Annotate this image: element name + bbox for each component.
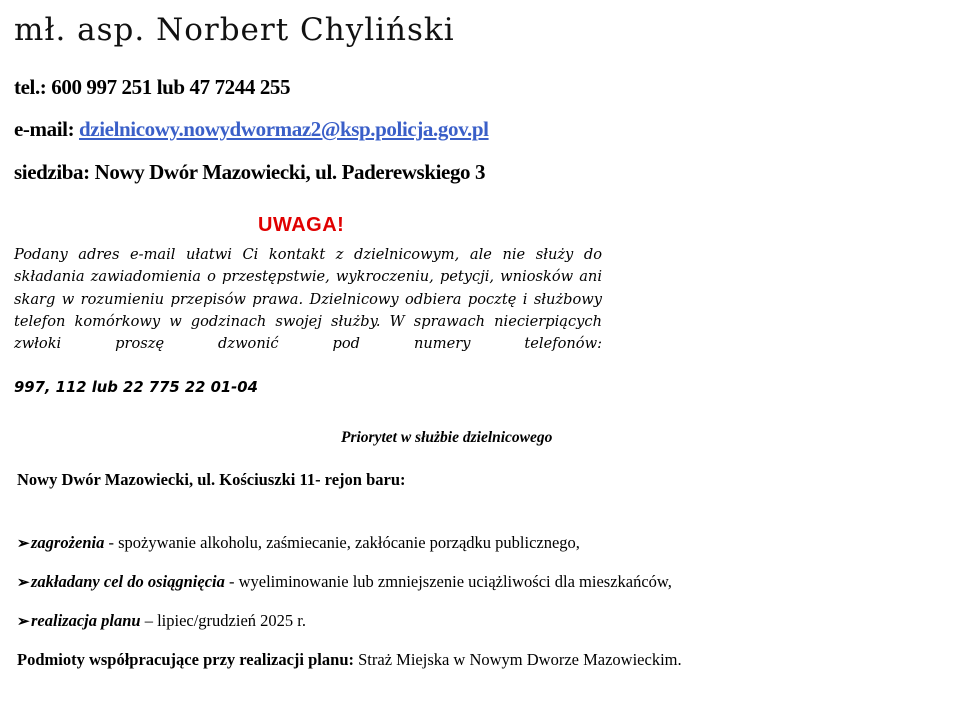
item-term: zakładany cel do osiągnięcia	[31, 572, 225, 591]
coop-value: Straż Miejska w Nowym Dworze Mazowieckim.	[354, 650, 682, 669]
email-line	[14, 117, 489, 142]
item-term: realizacja planu	[31, 611, 141, 630]
officer-name: mł. asp. Norbert Chyliński	[14, 12, 455, 48]
arrow-bullet-icon: ➢	[17, 614, 30, 630]
arrow-bullet-icon: ➢	[17, 575, 30, 591]
list-item	[17, 611, 306, 631]
item-term: zagrożenia	[31, 533, 105, 552]
coop-label: Podmioty współpracujące przy realizacji planu:	[17, 650, 354, 669]
address-line: siedziba: Nowy Dwór Mazowiecki, ul. Paderewskiego 3	[14, 160, 486, 184]
notice-title: UWAGA!	[258, 214, 345, 236]
priority-location: Nowy Dwór Mazowiecki, ul. Kościuszki 11- rejon baru:	[17, 470, 406, 489]
arrow-bullet-icon: ➢	[17, 536, 30, 552]
item-text: - wyeliminowanie lub zmniejszenie uciążliwości dla mieszkańców,	[224, 572, 672, 591]
item-text: – lipiec/grudzień 2025 r.	[140, 611, 306, 630]
list-item	[17, 533, 580, 553]
email-link[interactable]: dzielnicowy.nowydwormaz2@ksp.policja.gov.pl	[79, 117, 489, 141]
priority-heading: Priorytet w służbie dzielnicowego	[341, 429, 553, 446]
cooperation-line	[17, 650, 682, 670]
list-item	[17, 572, 672, 592]
phone-line: tel.: 600 997 251 lub 47 7244 255	[14, 75, 291, 99]
item-text: - spożywanie alkoholu, zaśmiecanie, zakłócanie porządku publicznego,	[104, 533, 580, 552]
notice-body: Podany adres e-mail ułatwi Ci kontakt z dzielnicowym, ale nie służy do składania zawiadomienia o przestępstwie, wykroczeniu, petycji, wniosków ani skarg w rozumieniu przepisów prawa. Dzielnicowy odbiera pocztę i służbowy telefon komórkowy w godzinach swojej służby. W sprawach niecierpiących zwłoki proszę dzwonić pod numery telefonów:	[14, 246, 602, 353]
notice-numbers: 997, 112 lub 22 775 22 01-04	[14, 379, 258, 396]
email-label: e-mail:	[14, 117, 75, 141]
